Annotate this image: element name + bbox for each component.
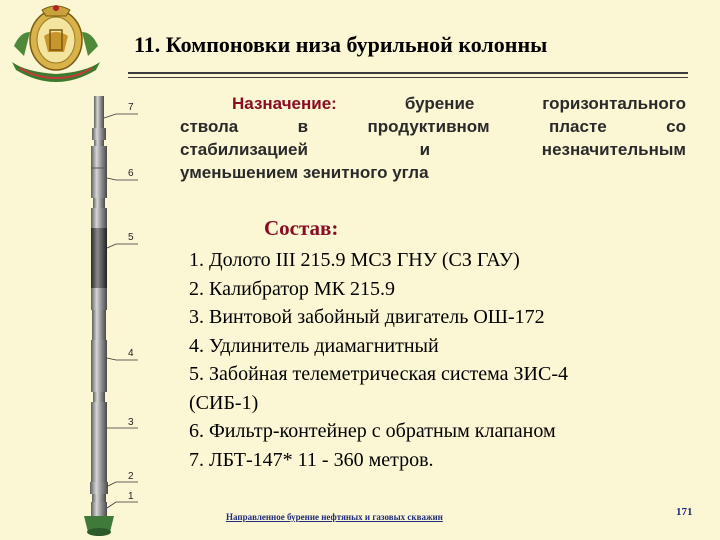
list-item: 4. Удлинитель диамагнитный <box>189 334 439 357</box>
composition-heading: Состав: <box>264 216 339 240</box>
slide-title: 11. Компоновки низа бурильной колонны <box>134 32 548 57</box>
title-underline <box>128 72 688 74</box>
filter-container <box>91 146 107 198</box>
purpose-paragraph <box>180 92 686 184</box>
purpose-line-2: ствола в продуктивном пласте со <box>180 117 686 136</box>
diagram-label-3: 3 <box>128 417 134 428</box>
downhole-motor <box>91 402 107 482</box>
purpose-line-1: бурение горизонтального <box>336 94 686 113</box>
list-item: 7. ЛБТ-147* 11 - 360 метров. <box>189 448 434 471</box>
list-item: (СИБ-1) <box>189 391 259 414</box>
diagram-label-6: 6 <box>128 168 134 179</box>
drill-pipe <box>94 96 104 132</box>
composition-list <box>189 246 689 474</box>
diagram-label-7: 7 <box>128 102 134 113</box>
purpose-line-3: стабилизацией и незначительным <box>180 140 686 159</box>
title-underline-thin <box>128 77 688 78</box>
diamagnetic-extension <box>91 340 107 392</box>
telemetry-system <box>91 228 107 288</box>
list-item: 5. Забойная телеметрическая система ЗИС-4 <box>189 363 568 385</box>
university-emblem-logo <box>6 2 106 86</box>
page-number: 171 <box>676 506 693 518</box>
diagram-label-2: 2 <box>128 471 134 482</box>
list-item: 6. Фильтр-контейнер с обратным клапаном <box>189 420 556 442</box>
list-item: 3. Винтовой забойный двигатель ОШ-172 <box>189 306 545 328</box>
diagram-label-5: 5 <box>128 232 134 243</box>
purpose-label: Назначение: <box>232 94 337 113</box>
list-item: 1. Долото III 215.9 МСЗ ГНУ (СЗ ГАУ) <box>189 249 520 271</box>
bha-diagram <box>60 88 170 540</box>
footer-link[interactable]: Направленное бурение нефтяных и газовых скважин <box>226 512 443 522</box>
list-item: 2. Калибратор МК 215.9 <box>189 277 395 300</box>
diagram-label-4: 4 <box>128 348 134 359</box>
diagram-label-1: 1 <box>128 491 134 502</box>
calibrator <box>90 482 108 494</box>
purpose-line-4: уменьшением зенитного угла <box>180 163 429 182</box>
